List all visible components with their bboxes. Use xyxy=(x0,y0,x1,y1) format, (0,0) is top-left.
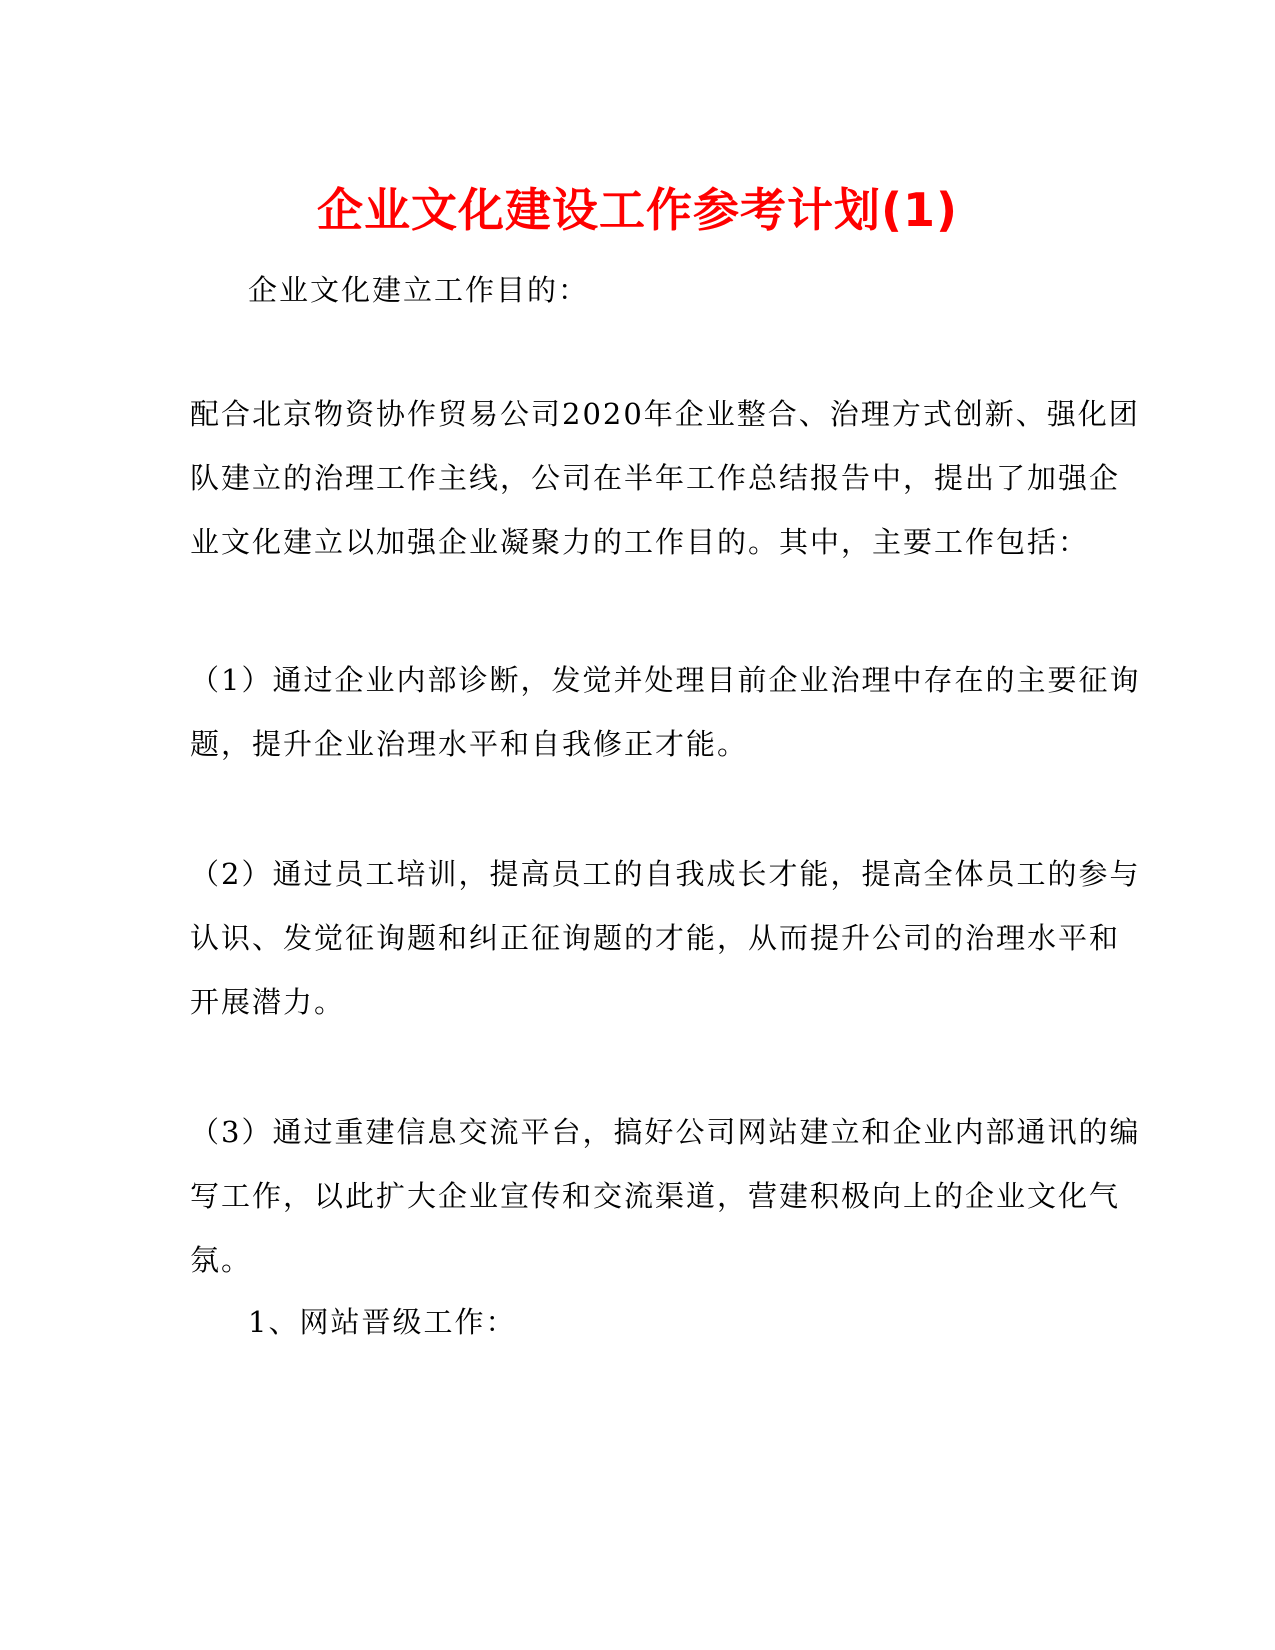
main-paragraph-line: 配合北京物资协作贸易公司2020年企业整合、治理方式创新、强化团 xyxy=(190,397,1140,431)
list-item-line: 题，提升企业治理水平和自我修正才能。 xyxy=(190,727,749,761)
subheading-1 xyxy=(190,1290,1148,1354)
list-item-line: 认识、发觉征询题和纠正征询题的才能，从而提升公司的治理水平和 xyxy=(190,921,1121,955)
main-paragraph-line: 业文化建立以加强企业凝聚力的工作目的。其中，主要工作包括： xyxy=(190,525,1090,559)
list-item-1 xyxy=(190,648,1141,776)
list-item-line: （1）通过企业内部诊断，发觉并处理目前企业治理中存在的主要征询 xyxy=(190,663,1141,697)
list-item-line: 开展潜力。 xyxy=(190,985,346,1019)
list-item-line: （3）通过重建信息交流平台，搞好公司网站建立和企业内部通讯的编 xyxy=(190,1115,1141,1149)
list-item-line: 氛。 xyxy=(190,1243,253,1277)
list-item-2 xyxy=(190,842,1141,1034)
document-title: 企业文化建设工作参考计划(1) xyxy=(316,183,959,237)
subheading-text: 1、网站晋级工作： xyxy=(248,1305,517,1339)
list-item-line: 写工作，以此扩大企业宣传和交流渠道，营建积极向上的企业文化气 xyxy=(190,1179,1121,1213)
list-item-3 xyxy=(190,1100,1141,1292)
main-paragraph xyxy=(190,382,1140,574)
main-paragraph-line: 队建立的治理工作主线，公司在半年工作总结报告中，提出了加强企 xyxy=(190,461,1121,495)
intro-heading xyxy=(190,258,1148,322)
list-item-line: （2）通过员工培训，提高员工的自我成长才能，提高全体员工的参与 xyxy=(190,857,1141,891)
intro-heading-text: 企业文化建立工作目的： xyxy=(248,273,590,307)
